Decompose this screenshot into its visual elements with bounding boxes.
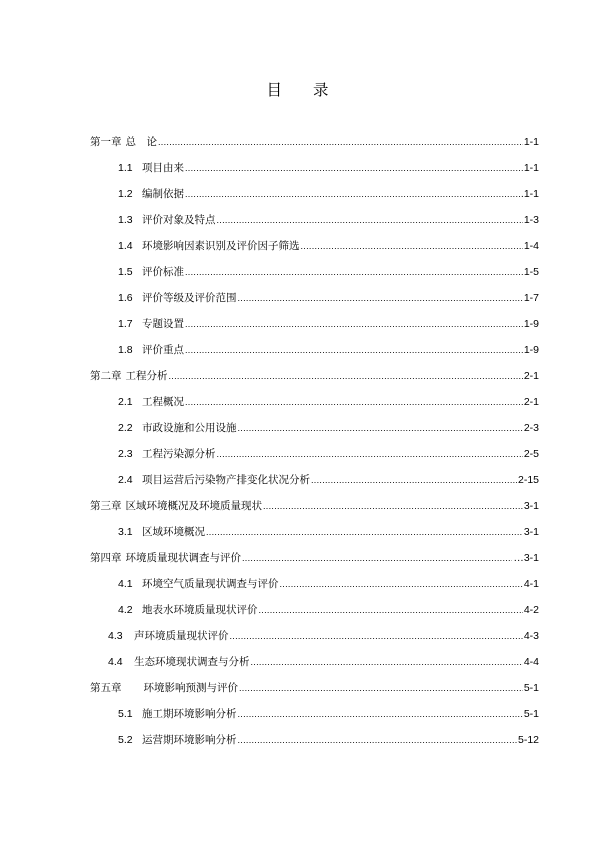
toc-entry-4-3[interactable] bbox=[108, 626, 539, 642]
toc-leader-dots bbox=[238, 734, 517, 746]
toc-leader-dots bbox=[217, 214, 523, 226]
toc-section-number: 2.4 bbox=[118, 474, 133, 486]
toc-entry-label: 声环境质量现状评价 bbox=[134, 630, 229, 642]
toc-entry-label: 环境影响因素识别及评价因子筛选 bbox=[142, 240, 300, 252]
toc-page-number: 1-1 bbox=[523, 136, 539, 148]
toc-entry-label: 工程概况 bbox=[142, 396, 184, 408]
toc-leader-dots bbox=[169, 370, 523, 382]
toc-leader-dots bbox=[301, 240, 523, 252]
toc-entry-label: 地表水环境质量现状评价 bbox=[142, 604, 258, 616]
toc-entry-label: 专题设置 bbox=[142, 318, 184, 330]
toc-page-number: 5-1 bbox=[523, 708, 539, 720]
page-title bbox=[0, 78, 595, 100]
toc-leader-dots bbox=[280, 578, 523, 590]
toc-section-number: 1.3 bbox=[118, 214, 133, 226]
toc-entry-2-3[interactable] bbox=[118, 444, 539, 460]
toc-entry-label: 项目由来 bbox=[142, 162, 184, 174]
toc-page-number: 3-1 bbox=[523, 526, 539, 538]
toc-section-number: 5.2 bbox=[118, 734, 133, 746]
toc-leader-dots bbox=[242, 552, 512, 564]
toc-entry-label: 工程分析 bbox=[125, 370, 168, 382]
toc-section-number: 4.4 bbox=[108, 656, 123, 668]
toc-leader-dots bbox=[263, 500, 523, 512]
toc-entry-5-2[interactable] bbox=[118, 730, 539, 746]
toc-entry-label: 市政设施和公用设施 bbox=[142, 422, 237, 434]
toc-entry-label: 评价重点 bbox=[142, 344, 184, 356]
toc-page-number: 1-7 bbox=[523, 292, 539, 304]
toc-entry-1-5[interactable] bbox=[118, 262, 539, 278]
toc-entry-1-6[interactable] bbox=[118, 288, 539, 304]
toc-entry-label: 工程污染源分析 bbox=[142, 448, 216, 460]
toc-leader-dots bbox=[185, 396, 523, 408]
toc-page-number: 4-3 bbox=[523, 630, 539, 642]
toc-page-number: 3-1 bbox=[523, 500, 539, 512]
toc-entry-label: 区域环境概况及环境质量现状 bbox=[125, 500, 262, 512]
toc-entry-2-1[interactable] bbox=[118, 392, 539, 408]
toc-entry-2-2[interactable] bbox=[118, 418, 539, 434]
toc-section-number: 3.1 bbox=[118, 526, 133, 538]
toc-entry-chapter-1[interactable] bbox=[90, 132, 539, 148]
title-char-1: 目 bbox=[266, 81, 282, 99]
toc-entry-label: 生态环境现状调查与分析 bbox=[134, 656, 250, 668]
toc-leader-dots bbox=[238, 708, 523, 720]
toc-section-number: 4.2 bbox=[118, 604, 133, 616]
toc-entry-4-4[interactable] bbox=[108, 652, 539, 668]
toc-entry-label: 施工期环境影响分析 bbox=[142, 708, 237, 720]
toc-page-number: 1-9 bbox=[523, 318, 539, 330]
toc-entry-1-7[interactable] bbox=[118, 314, 539, 330]
toc-section-number: 1.1 bbox=[118, 162, 133, 174]
toc-page-number: 4-2 bbox=[523, 604, 539, 616]
toc-section-number: 5.1 bbox=[118, 708, 133, 720]
toc-page-number: 2-1 bbox=[523, 370, 539, 382]
toc-entry-label: 编制依据 bbox=[142, 188, 184, 200]
toc-entry-4-1[interactable] bbox=[118, 574, 539, 590]
toc-page-number: 4-1 bbox=[523, 578, 539, 590]
toc-leader-dots bbox=[239, 682, 523, 694]
toc-entry-chapter-5[interactable] bbox=[90, 678, 539, 694]
toc-page-number: 2-3 bbox=[523, 422, 539, 434]
toc-page-number: 1-4 bbox=[523, 240, 539, 252]
toc-entry-label: 项目运营后污染物产排变化状况分析 bbox=[142, 474, 310, 486]
toc-chapter-number: 第三章 bbox=[90, 500, 122, 512]
toc-leader-dots bbox=[158, 136, 523, 148]
toc-leader-dots bbox=[259, 604, 523, 616]
toc-section-number: 4.3 bbox=[108, 630, 123, 642]
toc-entry-2-4[interactable] bbox=[118, 470, 539, 486]
toc-chapter-number: 第二章 bbox=[90, 370, 122, 382]
toc-section-number: 1.8 bbox=[118, 344, 133, 356]
toc-page-number: 2-5 bbox=[523, 448, 539, 460]
toc-entry-label: 环境空气质量现状调查与评价 bbox=[142, 578, 279, 590]
toc-page-number: 5-12 bbox=[517, 734, 539, 746]
toc-entry-label: 运营期环境影响分析 bbox=[142, 734, 237, 746]
toc-page-number: 2-15 bbox=[517, 474, 539, 486]
toc-page-number: 1-3 bbox=[523, 214, 539, 226]
toc-leader-dots bbox=[217, 448, 523, 460]
toc-entry-chapter-2[interactable] bbox=[90, 366, 539, 382]
toc-page-number: 1-5 bbox=[523, 266, 539, 278]
toc-entry-chapter-4[interactable] bbox=[90, 548, 539, 564]
toc-entry-label: 评价标准 bbox=[142, 266, 184, 278]
toc-entry-1-1[interactable] bbox=[118, 158, 539, 174]
toc-section-number: 1.2 bbox=[118, 188, 133, 200]
toc-entry-1-3[interactable] bbox=[118, 210, 539, 226]
toc-leader-dots bbox=[238, 292, 523, 304]
toc-chapter-number: 第五章 bbox=[90, 682, 122, 694]
toc-section-number: 1.4 bbox=[118, 240, 133, 252]
toc-entry-label: 区域环境概况 bbox=[142, 526, 205, 538]
toc-entry-label: 评价等级及评价范围 bbox=[142, 292, 237, 304]
toc-entry-label: 环境质量现状调查与评价 bbox=[125, 552, 241, 564]
toc-entry-5-1[interactable] bbox=[118, 704, 539, 720]
toc-page-number: 4-4 bbox=[523, 656, 539, 668]
toc-leader-dots bbox=[230, 630, 523, 642]
toc-leader-dots bbox=[311, 474, 517, 486]
toc-leader-dots bbox=[185, 266, 523, 278]
toc-section-number: 1.5 bbox=[118, 266, 133, 278]
toc-section-number: 4.1 bbox=[118, 578, 133, 590]
toc-page-number: 5-1 bbox=[523, 682, 539, 694]
toc-leader-dots bbox=[251, 656, 523, 668]
toc-leader-dots bbox=[185, 188, 520, 200]
toc-chapter-number: 第四章 bbox=[90, 552, 122, 564]
toc-leader-dots bbox=[185, 344, 523, 356]
toc-entry-1-8[interactable] bbox=[118, 340, 539, 356]
toc-chapter-number: 第一章 bbox=[90, 136, 122, 148]
toc-entry-label: 总 论 bbox=[125, 136, 157, 148]
toc-section-number: 1.6 bbox=[118, 292, 133, 304]
toc-page-number: …3-1 bbox=[513, 552, 539, 564]
toc-section-number: 2.2 bbox=[118, 422, 133, 434]
toc-section-number: 1.7 bbox=[118, 318, 133, 330]
toc-section-number: 2.1 bbox=[118, 396, 133, 408]
toc-page-number: 1-1 bbox=[523, 162, 539, 174]
toc-entry-1-2[interactable] bbox=[118, 184, 539, 200]
toc-entry-label: 环境影响预测与评价 bbox=[143, 682, 238, 694]
toc-entry-label: 评价对象及特点 bbox=[142, 214, 216, 226]
toc-page-number: 2-1 bbox=[523, 396, 539, 408]
toc-entry-3-1[interactable] bbox=[118, 522, 539, 538]
toc-entry-1-4[interactable] bbox=[118, 236, 539, 252]
toc-page-number: .1-1 bbox=[520, 188, 539, 200]
toc-leader-dots bbox=[185, 162, 523, 174]
toc-leader-dots bbox=[238, 422, 523, 434]
toc-entry-4-2[interactable] bbox=[118, 600, 539, 616]
toc-entry-chapter-3[interactable] bbox=[90, 496, 539, 512]
toc-section-number: 2.3 bbox=[118, 448, 133, 460]
title-char-2: 录 bbox=[313, 81, 329, 99]
toc-leader-dots bbox=[185, 318, 523, 330]
toc-page-number: 1-9 bbox=[523, 344, 539, 356]
toc-leader-dots bbox=[206, 526, 523, 538]
